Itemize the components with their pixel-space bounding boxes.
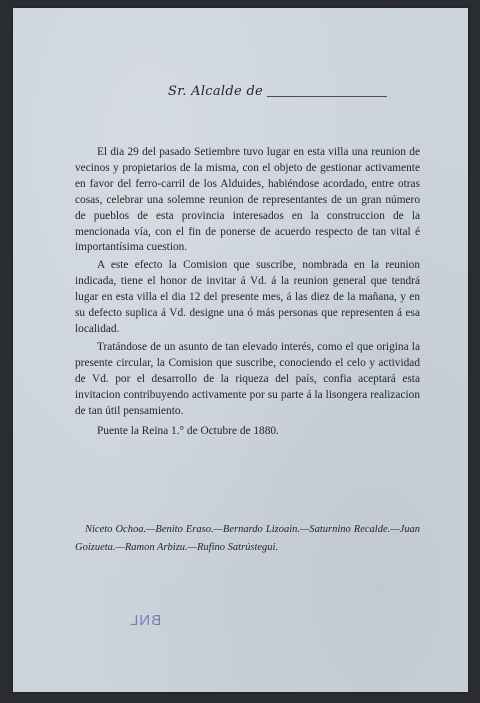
library-stamp: BNL [129, 612, 162, 629]
paragraph-2: A este efecto la Comision que suscribe, nombrada en la reunion indicada, tiene el honor de invitar á Vd. á la reunion general que tendrá lugar en esta villa el dia 12 del presente mes, á las diez de la mañana, y en su defecto suplica á Vd. designe una ó más personas que representen á esa localidad. [75, 259, 420, 335]
paragraph-3: Tratándose de un asunto de tan elevado interés, como el que origina la presente circular, la Comision que suscribe, conociendo el celo y actividad de Vd. por el desarrollo de la riqueza del país, confia aceptará esta invitacion contribuyendo activamente por su parte á la lisongera realizacion de tan útil pensamiento. [75, 340, 420, 417]
paper-sheet [13, 8, 468, 692]
date-line: Puente la Reina 1.° de Octubre de 1880. [97, 425, 279, 438]
paragraph-1: El dia 29 del pasado Setiembre tuvo lugar en esta villa una reunion de vecinos y propietarios de la misma, con el objeto de gestionar activamente en favor del ferro-carril de los Alduides, habiéndose acordado, entre otras cosas, celebrar una solemne reunion de representantes de un gran número de pueblos de esta provincia interesados en la construccion de la mencionada vía, con el fin de ponerse de acuerdo respecto de tan vital é importantísima cuestion. [75, 146, 420, 254]
blank-fill-line [267, 96, 387, 97]
signatures: Niceto Ochoa.—Benito Eraso.—Bernardo Lizoain.—Saturnino Recalde.—Juan Goizueta.—Ramon Arbizu.—Rufino Satrústegui. [75, 524, 420, 553]
letter-body [75, 145, 420, 442]
salutation-line [168, 84, 393, 99]
salutation-text: Sr. Alcalde de [168, 84, 264, 99]
